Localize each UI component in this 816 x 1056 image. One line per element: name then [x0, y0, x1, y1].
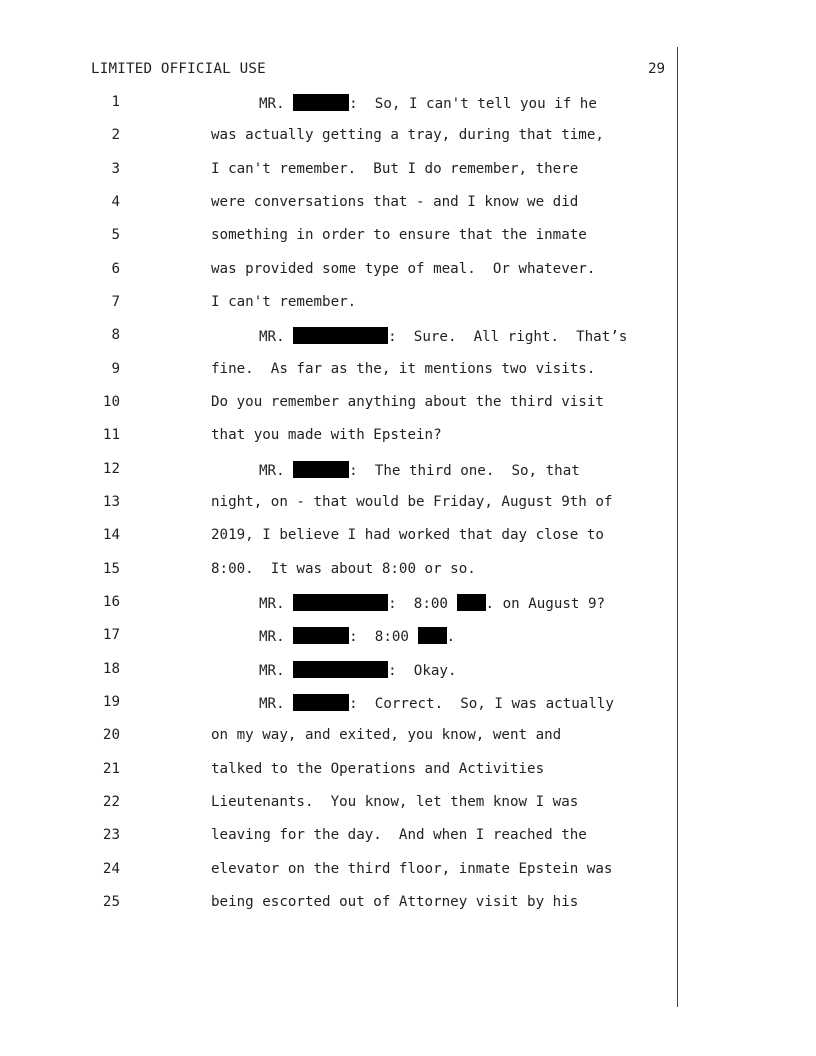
line-text: something in order to ensure that the inmate: [211, 227, 587, 243]
transcript-line: [0, 861, 816, 885]
transcript-line: [0, 194, 816, 218]
line-number: 1: [111, 94, 120, 110]
speech-text: : 8:00: [349, 629, 418, 645]
line-text: [259, 694, 614, 712]
transcript-line: [0, 494, 816, 518]
transcript-line: [0, 427, 816, 451]
line-text: was actually getting a tray, during that time,: [211, 127, 604, 143]
transcript-line: [0, 294, 816, 318]
transcript-line: [0, 694, 816, 718]
speech-text: : The third one. So, that: [349, 463, 580, 479]
line-number: 16: [102, 594, 120, 610]
line-text: leaving for the day. And when I reached the: [211, 827, 587, 843]
speaker-prefix: MR.: [259, 96, 294, 112]
transcript-line: [0, 894, 816, 918]
line-text: that you made with Epstein?: [211, 427, 442, 443]
line-number: 18: [102, 661, 120, 677]
speech-text: : Okay.: [388, 663, 457, 679]
speech-text: : Sure. All right. That’s: [388, 329, 628, 345]
line-text: talked to the Operations and Activities: [211, 761, 545, 777]
line-text: fine. As far as the, it mentions two visits.: [211, 361, 596, 377]
page-number: 29: [648, 61, 666, 77]
redaction-box: [418, 627, 447, 644]
transcript-line: [0, 627, 816, 651]
transcript-line: [0, 794, 816, 818]
transcript-line: [0, 94, 816, 118]
transcript-line: [0, 594, 816, 618]
speaker-prefix: MR.: [259, 696, 294, 712]
line-number: 23: [102, 827, 120, 843]
redaction-box: [293, 627, 349, 644]
line-text: was provided some type of meal. Or whatever.: [211, 261, 596, 277]
line-text: night, on - that would be Friday, August 9th of: [211, 494, 613, 510]
line-text: being escorted out of Attorney visit by his: [211, 894, 579, 910]
line-text: 2019, I believe I had worked that day close to: [211, 527, 604, 543]
line-number: 4: [111, 194, 120, 210]
speaker-prefix: MR.: [259, 663, 294, 679]
line-number: 13: [102, 494, 120, 510]
redaction-box: [293, 594, 388, 611]
line-number: 25: [102, 894, 120, 910]
line-number: 21: [102, 761, 120, 777]
line-number: 15: [102, 561, 120, 577]
redaction-box: [293, 327, 388, 344]
speech-text-tail: . on August 9?: [485, 596, 606, 612]
line-text: Lieutenants. You know, let them know I was: [211, 794, 579, 810]
line-number: 5: [111, 227, 120, 243]
classification-header: LIMITED OFFICIAL USE: [91, 61, 266, 77]
transcript-line: [0, 827, 816, 851]
redaction-box: [293, 661, 388, 678]
transcript-line: [0, 161, 816, 185]
line-number: 14: [102, 527, 120, 543]
transcript-line: [0, 527, 816, 551]
speaker-prefix: MR.: [259, 629, 294, 645]
line-text: [259, 327, 627, 345]
line-text: were conversations that - and I know we did: [211, 194, 579, 210]
redaction-box: [293, 694, 349, 711]
transcript-line: [0, 761, 816, 785]
line-number: 17: [102, 627, 120, 643]
line-text: I can't remember. But I do remember, there: [211, 161, 579, 177]
transcript-line: [0, 661, 816, 685]
line-number: 20: [102, 727, 120, 743]
line-text: Do you remember anything about the third visit: [211, 394, 604, 410]
line-number: 22: [102, 794, 120, 810]
transcript-line: [0, 261, 816, 285]
line-text: [259, 627, 455, 645]
transcript-line: [0, 227, 816, 251]
speech-text: : 8:00: [388, 596, 457, 612]
line-number: 10: [102, 394, 120, 410]
speaker-prefix: MR.: [259, 329, 294, 345]
line-text: [259, 94, 597, 112]
transcript-line: [0, 361, 816, 385]
line-text: [259, 661, 457, 679]
line-text: elevator on the third floor, inmate Epstein was: [211, 861, 613, 877]
line-number: 24: [102, 861, 120, 877]
line-text: 8:00. It was about 8:00 or so.: [211, 561, 476, 577]
line-number: 6: [111, 261, 120, 277]
transcript-line: [0, 561, 816, 585]
line-text: I can't remember.: [211, 294, 357, 310]
redaction-box: [293, 94, 349, 111]
line-text: on my way, and exited, you know, went and: [211, 727, 562, 743]
speaker-prefix: MR.: [259, 596, 294, 612]
speaker-prefix: MR.: [259, 463, 294, 479]
transcript-line: [0, 127, 816, 151]
line-number: 3: [111, 161, 120, 177]
line-text: [259, 594, 605, 612]
redaction-box: [457, 594, 486, 611]
line-number: 19: [102, 694, 120, 710]
transcript-line: [0, 727, 816, 751]
line-number: 11: [102, 427, 120, 443]
speech-text-tail: .: [446, 629, 456, 645]
transcript-line: [0, 394, 816, 418]
speech-text: : So, I can't tell you if he: [349, 96, 597, 112]
line-number: 8: [111, 327, 120, 343]
transcript-line: [0, 327, 816, 351]
line-text: [259, 461, 580, 479]
line-number: 2: [111, 127, 120, 143]
redaction-box: [293, 461, 349, 478]
line-number: 7: [111, 294, 120, 310]
line-number: 12: [102, 461, 120, 477]
line-number: 9: [111, 361, 120, 377]
speech-text: : Correct. So, I was actually: [349, 696, 614, 712]
transcript-line: [0, 461, 816, 485]
